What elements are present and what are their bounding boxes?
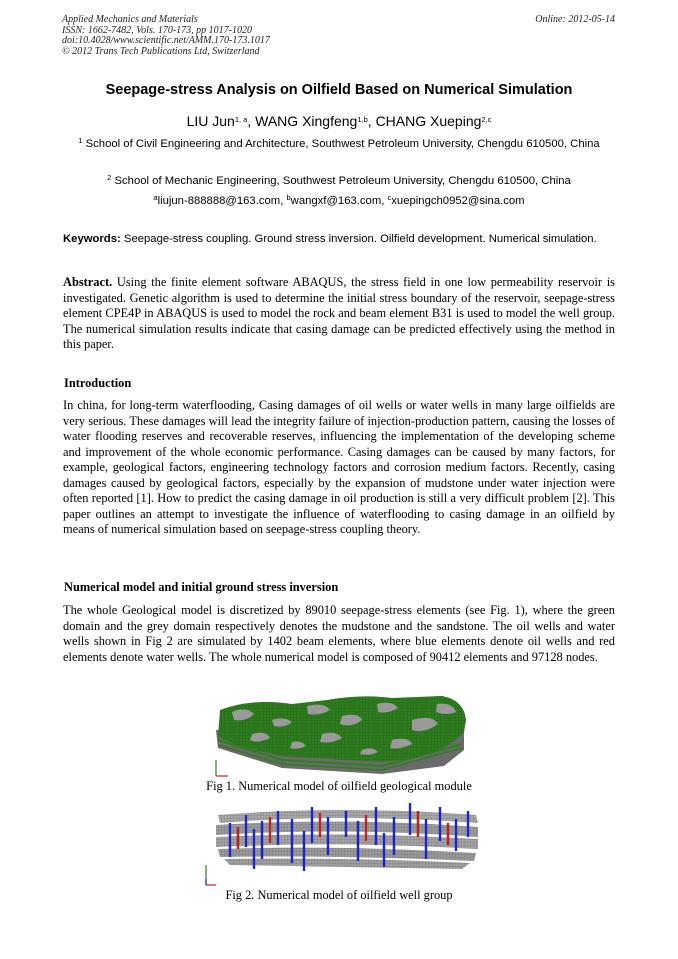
abstract-text: Using the finite element software ABAQUS, the stress field in one low permeability reservoir is investigated. Genetic algorithm is used to determine the initial stress boundary of the reservoir, seepage-stress element CPE4P in ABAQUS is used to model the rock and beam element B31 is used to model the well group. The numerical simulation results indicate that casing damage can be predicted effectively using the method in this paper.: [63, 275, 615, 351]
issn-line: ISSN: 1662-7482, Vols. 170-173, pp 1017-1020: [62, 24, 252, 36]
online-date: Online: 2012-05-14: [535, 14, 615, 25]
section-text: The whole Geological model is discretized by 89010 seepage-stress elements (see Fig. 1), where the green domain and the grey domain respectively denotes the mudstone and the sandstone. The oil wells and water wells shown in Fig 2 are simulated by 1402 beam elements, where blue elements denote oil wells and red elements denote water wells. The whole numerical model is composed of 90412 elements and 97128 nodes.: [63, 603, 615, 664]
email-label: c: [387, 193, 392, 202]
affiliation-text: School of Mechanic Engineering, Southwest Petroleum University, Chengdu 610500, China: [114, 175, 571, 187]
author-name: WANG Xingfeng: [255, 113, 358, 129]
email-link[interactable]: liujun-888888@163.com: [157, 195, 281, 207]
copyright-line: © 2012 Trans Tech Publications Ltd, Switzerland: [62, 45, 260, 57]
email-list: [0, 195, 678, 207]
doi-line: doi:10.4028/www.scientific.net/AMM.170-173.1017: [62, 35, 270, 46]
fig2-well-group: [200, 797, 482, 889]
author-sep: ,: [367, 113, 376, 129]
figure-caption: Fig 1. Numerical model of oilfield geological module: [206, 779, 472, 793]
email-link[interactable]: wangxf@163.com: [290, 195, 382, 207]
author-name: CHANG Xueping: [375, 113, 482, 129]
affiliation-1: [62, 137, 616, 152]
author-sup: 2,c: [481, 115, 492, 124]
section-heading: Introduction: [64, 376, 132, 390]
affiliation-num: 2: [107, 173, 112, 182]
email-link[interactable]: xuepingch0952@sina.com: [391, 195, 525, 207]
keywords-label: Keywords:: [63, 233, 121, 245]
journal-name: Applied Mechanics and Materials: [62, 14, 198, 25]
abstract: [63, 275, 615, 353]
author-list: [0, 113, 678, 129]
email-label: b: [286, 193, 291, 202]
affiliation-num: 1: [78, 136, 83, 145]
section-heading: Numerical model and initial ground stress inversion: [64, 580, 339, 594]
fig1-axis-triad: [216, 760, 228, 776]
author-sep: ,: [247, 113, 256, 129]
email-label: a: [153, 193, 158, 202]
figure-caption: Fig 2. Numerical model of oilfield well group: [225, 888, 453, 902]
section-text: In china, for long-term waterflooding, Casing damages of oil wells or water wells in many large oilfields are very serious. These damages will lead the integrity failure of injection-production pattern, causing the losses of water flooding reserves and recoverable reserves, influencing the implementation of the developing scheme and improvement of the whole economic performance. Casing damages can be caused by many factors, for example, geological factors, engineering technology factors and corrosion medium factors. Recently, casing damages caused by geological factors, especially by the expansion of mudstone under water injection were often reported [1]. How to predict the casing damage in oil production is still a very difficult problem [2]. This paper outlines an attempt to investigate the influence of waterflooding to casing damage in an oilfield by means of numerical simulation based on seepage-stress coupling theory.: [63, 398, 615, 536]
journal-header: [62, 15, 270, 57]
fig1-geological-model: [212, 690, 470, 780]
paper-title: Seepage-stress Analysis on Oilfield Based on Numerical Simulation: [105, 82, 573, 98]
fig2-axis-triad: [206, 865, 216, 885]
email-sep: ,: [381, 195, 388, 207]
affiliation-2: [62, 174, 616, 189]
email-sep: ,: [280, 195, 287, 207]
keywords-text: Seepage-stress coupling. Ground stress inversion. Oilfield development. Numerical simulation.: [123, 233, 597, 245]
affiliation-text: School of Civil Engineering and Architecture, Southwest Petroleum University, Chengdu 610500, China: [85, 138, 600, 150]
author-name: LIU Jun: [186, 113, 235, 129]
abstract-label: Abstract.: [63, 275, 113, 289]
keywords: [63, 232, 615, 246]
author-sup: 1, a: [234, 115, 248, 124]
author-sup: 1,b: [357, 115, 368, 124]
